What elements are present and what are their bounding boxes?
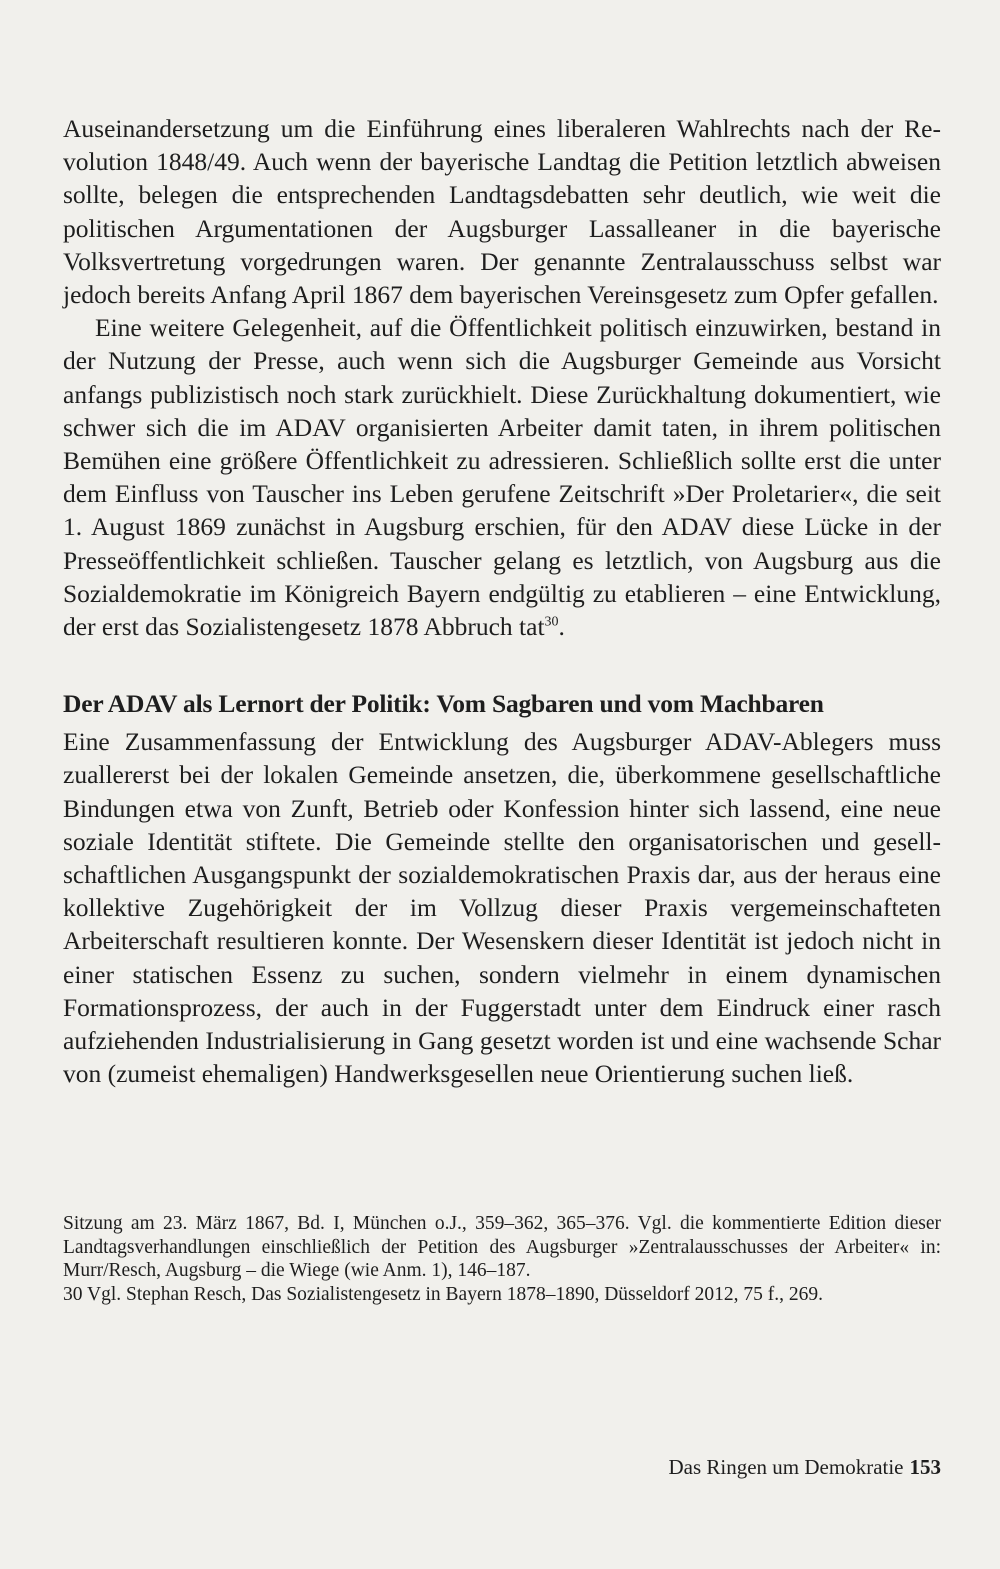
paragraph-3: Eine Zusammenfassung der Entwicklung des Augsburger ADAV-Ablegers muss zuallererst bei der lokalen Gemeinde ansetzen, die, überkommene gesellschaftliche Bindungen etwa von Zunft, Betrieb oder Konfession hinter sich lassend, eine neue soziale Identität stiftete. Die Gemeinde stellte den organisatorischen und gesellschaftlichen Ausgangspunkt der sozialdemokratischen Praxis dar, aus der heraus eine kollektive Zugehörigkeit der im Vollzug dieser Praxis vergemeinschafteten Arbeiterschaft resultieren konnte. Der Wesenskern dieser Identität ist jedoch nicht in einer statischen Essenz zu suchen, sondern vielmehr in einem dynamischen Formationsprozess, der auch in der Fuggerstadt unter dem Eindruck einer rasch aufziehenden Industrialisierung in Gang gesetzt worden ist und eine wachsende Schar von (zumeist ehemaligen) Handwerksgesellen neue Orientierung suchen ließ. bbox=[63, 727, 941, 1089]
footnote-continued: Sitzung am 23. März 1867, Bd. I, München o.J., 359–362, 365–376. Vgl. die kommentierte Edition dieser Landtagsverhandlungen einschließlich der Petition des Augsburger »Zentralausschusses der Arbeiter« in: Murr/Resch, Augsburg – die Wiege (wie Anm. 1), 146–187. bbox=[63, 1213, 941, 1281]
section-heading: Der ADAV als Lernort der Politik: Vom Sagbaren und vom Machbaren bbox=[63, 689, 824, 719]
paragraph-2 bbox=[63, 311, 941, 643]
footnote-30: 30 Vgl. Stephan Resch, Das Sozialistengesetz in Bayern 1878–1890, Düsseldorf 2012, 75 f., 269. bbox=[63, 1283, 824, 1305]
page-number: 153 bbox=[909, 1455, 941, 1479]
paragraph-2-text: Eine weitere Gelegenheit, auf die Öffentlichkeit politisch einzuwirken, bestand in der Nutzung der Presse, auch wenn sich die Augsburger Gemeinde aus Vorsicht anfangs publizistisch noch stark zurückhielt. Diese Zurückhaltung dokumentiert, wie schwer sich die im ADAV organisierten Arbeiter damit taten, in ihrem politischen Bemühen eine größere Öffentlichkeit zu adressieren. Schließlich sollte erst die unter dem Einfluss von Tauscher ins Leben gerufene Zeitschrift »Der Proletarier«, die seit 1. August 1869 zunächst in Augsburg erschien, für den ADAV diese Lücke in der Presseöffentlichkeit schließen. Tauscher gelang es letztlich, von Augsburg aus die Sozialdemokratie im Königreich Bayern endgültig zu etablieren – eine Entwicklung, der erst das Sozialistengesetz 1878 Abbruch tat bbox=[63, 313, 941, 642]
paragraph-1: Auseinandersetzung um die Einführung eines liberaleren Wahlrechts nach der Revolution 1848/49. Auch wenn der bayerische Landtag die Petition letztlich abweisen sollte, belegen die entsprechenden Landtagsdebatten sehr deutlich, wie weit die politischen Argumentationen der Augsburger Lassalleaner in die bayerische Volksvertretung vorgedrungen waren. Der genannte Zentralausschuss selbst war jedoch bereits Anfang April 1867 dem bayerischen Vereinsgesetz zum Opfer gefallen. bbox=[63, 114, 941, 310]
page-footer bbox=[600, 1453, 941, 1481]
main-text bbox=[63, 112, 941, 1090]
running-title: Das Ringen um Demokratie bbox=[668, 1455, 904, 1479]
footnote-ref-30: 30 bbox=[544, 614, 559, 630]
paragraph-2-end: . bbox=[558, 612, 565, 642]
footnotes bbox=[63, 1212, 941, 1306]
